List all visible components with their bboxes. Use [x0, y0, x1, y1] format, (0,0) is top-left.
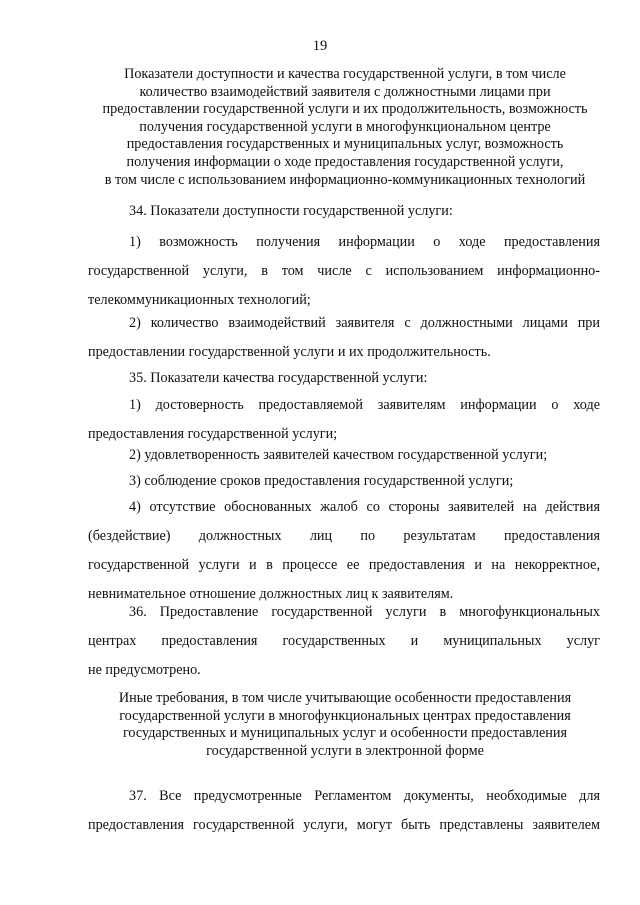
heading-line: Иные требования, в том числе учитывающие особенности предоставления [118, 690, 572, 706]
section-heading-other-requirements [88, 690, 602, 760]
paragraph-line: центрах предоставления государственных и муниципальных услуг [88, 633, 600, 649]
paragraph-35-item-2 [88, 441, 600, 470]
paragraph-line: не предусмотрено. [88, 662, 201, 678]
heading-line: государственных и муниципальных услуг и особенности предоставления [122, 725, 568, 742]
heading-line: государственной услуги в многофункциональных центрах предоставления [119, 707, 571, 724]
paragraph-35-item-3 [88, 467, 600, 496]
page-number: 19 [312, 38, 328, 54]
paragraph-34 [88, 197, 600, 226]
paragraph-line: 34. Показатели доступности государственной услуги: [129, 203, 453, 219]
heading-line: предоставлении государственной услуги и их продолжительность, возможность [102, 101, 588, 118]
paragraph-line: 1) достоверность предоставляемой заявителям информации о ходе [129, 397, 600, 413]
paragraph-line: 37. Все предусмотренные Регламентом документы, необходимые для [129, 788, 600, 804]
paragraph-line: государственной услуги и в процессе ее предоставления и на некорректное, [88, 557, 600, 573]
paragraph-line: предоставлении государственной услуги и их продолжительность. [88, 344, 491, 360]
paragraph-line: 4) отсутствие обоснованных жалоб со стороны заявителей на действия [129, 499, 600, 515]
heading-line: в том числе с использованием информационно-коммуникационных технологий [104, 171, 586, 188]
section-heading-accessibility-quality [88, 66, 602, 189]
paragraph-line: 36. Предоставление государственной услуги в многофункциональных [129, 604, 600, 620]
paragraph-line: 2) количество взаимодействий заявителя с должностными лицами при [129, 315, 600, 331]
heading-line: Показатели доступности и качества государственной услуги, в том числе [124, 66, 566, 82]
heading-line: получения государственной услуги в многофункциональном центре [139, 118, 551, 135]
heading-line: государственной услуги в электронной форме [206, 742, 484, 759]
paragraph-37 [88, 782, 600, 840]
paragraph-34-item-2 [88, 309, 600, 367]
heading-line: предоставления государственных и муниципальных услуг, возможность [126, 136, 564, 153]
heading-line: количество взаимодействий заявителя с должностными лицами при [139, 83, 551, 100]
paragraph-line: (бездействие) должностных лиц по результатам предоставления [88, 528, 600, 544]
paragraph-35 [88, 364, 600, 393]
paragraph-line: 3) соблюдение сроков предоставления государственной услуги; [129, 473, 514, 489]
paragraph-line: 35. Показатели качества государственной услуги: [129, 370, 428, 386]
heading-line: получения информации о ходе предоставления государственной услуги, [126, 153, 564, 170]
paragraph-36 [88, 598, 600, 685]
paragraph-35-item-4 [88, 493, 600, 609]
paragraph-line: государственной услуги, в том числе с использованием информационно- [88, 263, 600, 279]
paragraph-34-item-1 [88, 228, 600, 315]
paragraph-line: предоставления государственной услуги, могут быть представлены заявителем [88, 817, 600, 833]
paragraph-line: невнимательное отношение должностных лиц к заявителям. [88, 586, 454, 602]
paragraph-line: 1) возможность получения информации о ходе предоставления [129, 234, 600, 250]
paragraph-line: телекоммуникационных технологий; [88, 292, 311, 308]
paragraph-line: 2) удовлетворенность заявителей качеством государственной услуги; [129, 447, 548, 463]
paragraph-line: предоставления государственной услуги; [88, 426, 338, 442]
